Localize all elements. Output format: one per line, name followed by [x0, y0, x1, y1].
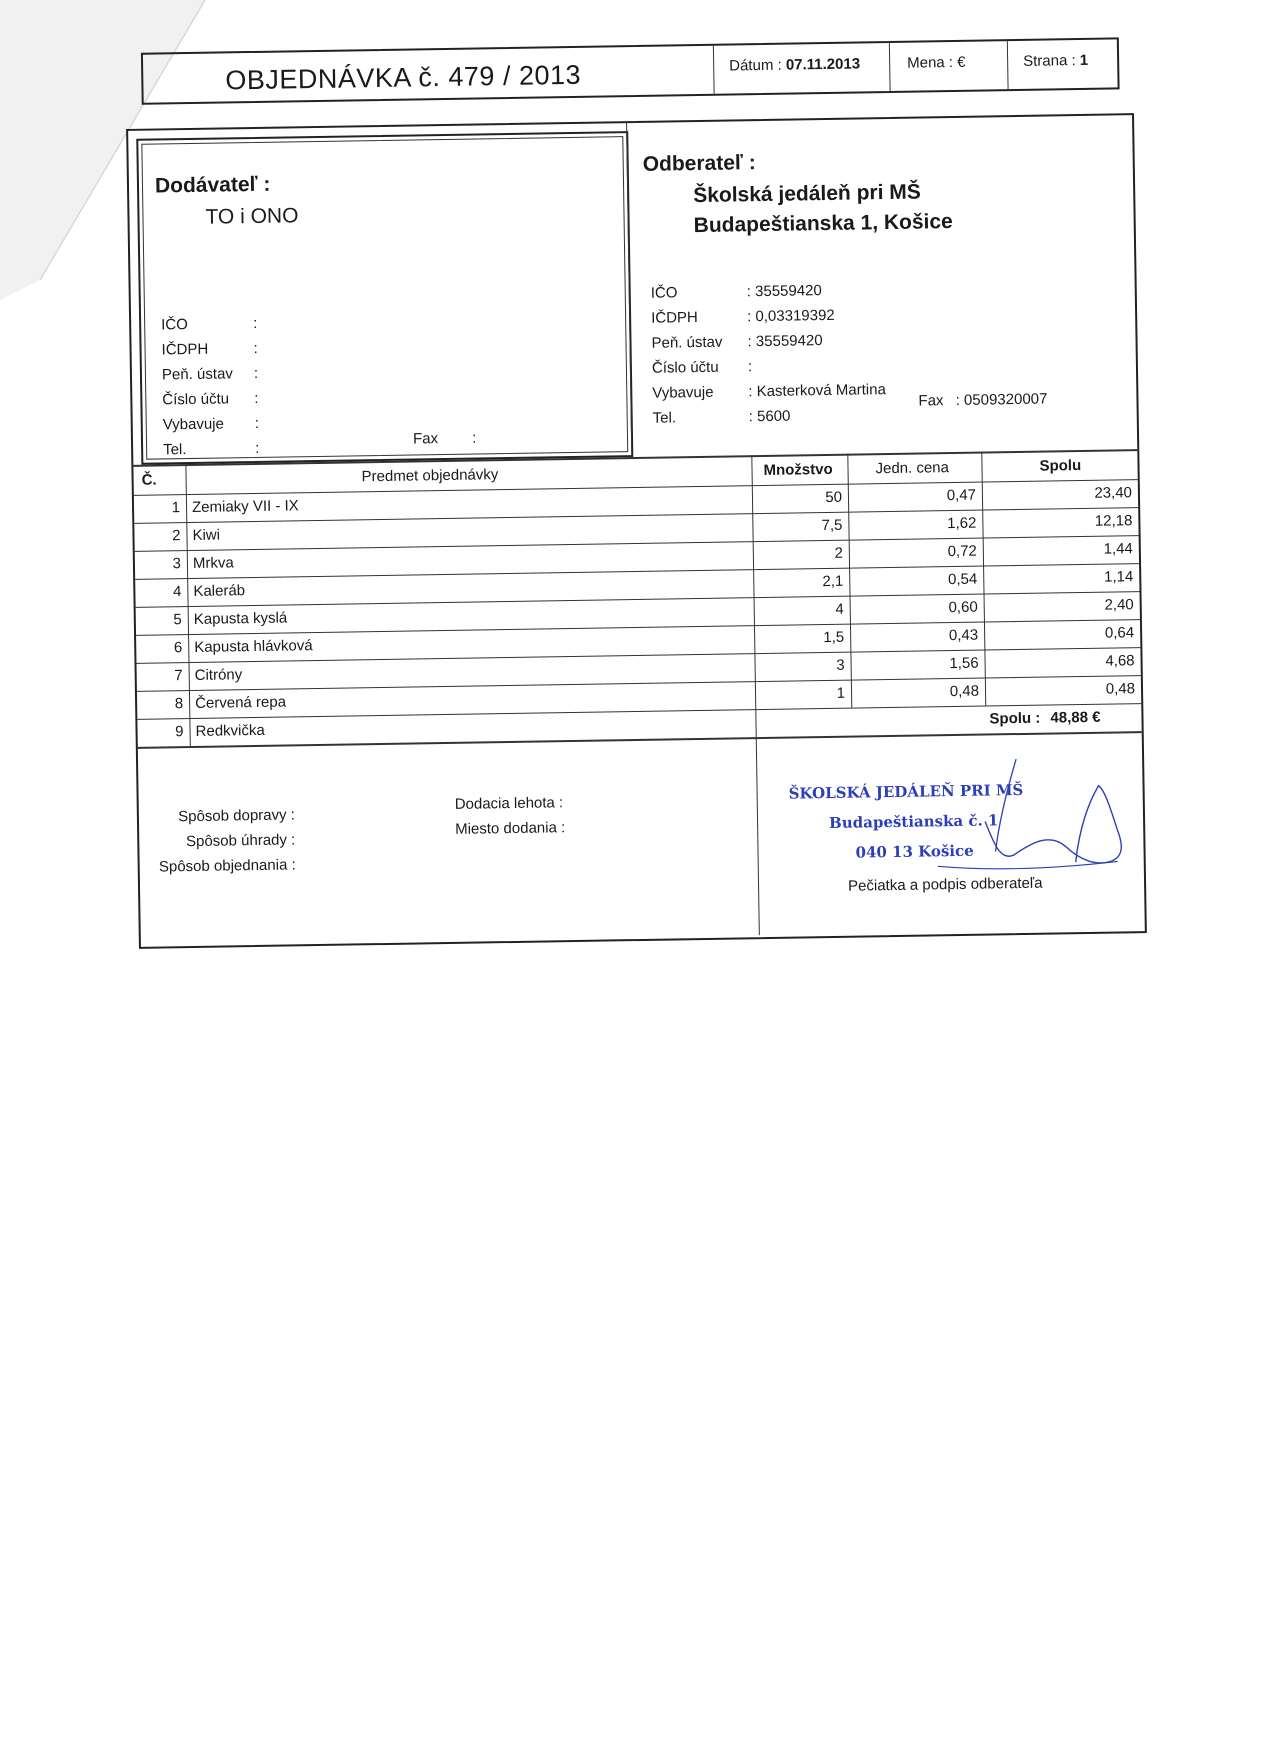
supplier-colons: : : : : : : [253, 314, 260, 457]
stamp-line-1: ŠKOLSKÁ JEDÁLEŇ PRI MŠ [788, 780, 1024, 803]
table-row: 5 Kapusta kyslá 4 0,60 2,40 [173, 596, 1134, 629]
supplier-field-account: Číslo účtu [162, 390, 230, 409]
supplier-field-icdph: IČDPH [161, 340, 209, 359]
date-field: Dátum : 07.11.2013 [729, 55, 861, 75]
table-row: 3 Mrkva 2 0,72 1,44 [172, 540, 1133, 573]
table-row: 6 Kapusta hlávková 1,5 0,43 0,64 [173, 624, 1135, 657]
supplier-field-ico: IČO [161, 316, 188, 334]
table-row: 8 Červená repa 1 0,48 0,48 [174, 680, 1136, 713]
customer-address: Budapeštianska 1, Košice [693, 209, 953, 238]
table-row: 9 Redkvička [175, 721, 265, 741]
table-row: 2 Kiwi 7,5 1,62 12,18 [172, 512, 1133, 545]
table-row: 4 Kaleráb 2,1 0,54 1,14 [172, 568, 1134, 601]
supplier-fax: Fax : [412, 429, 477, 448]
footer-section [138, 759, 1145, 947]
footer-mid-labels [455, 790, 566, 842]
stamp-line-2: Budapeštianska č. 1 [828, 811, 999, 833]
page-title: OBJEDNÁVKA č. 479 / 2013 [225, 59, 582, 96]
supplier-name: TO i ONO [205, 204, 299, 229]
supplier-field-bank: Peň. ústav [161, 365, 233, 384]
currency-field: Mena : € [907, 53, 966, 72]
col-header-unit-price: Jedn. cena [875, 459, 950, 478]
supplier-box [136, 131, 633, 465]
customer-field-labels: IČO IČDPH Peň. ústav Číslo účtu Vybavuje Tel. [650, 284, 723, 427]
customer-fax: Fax : 0509320007 [918, 390, 1048, 410]
customer-heading: Odberateľ : [642, 151, 757, 176]
table-row: 1 Zemiaky VII - IX 50 0,47 23,40 [171, 484, 1133, 517]
col-header-qty: Množstvo [763, 460, 833, 479]
col-header-no: Č. [141, 471, 157, 489]
payment-method-label: Spôsob úhrady : [185, 831, 296, 851]
col-header-item: Predmet objednávky [361, 466, 499, 486]
transport-method-label: Spôsob dopravy : [178, 806, 296, 826]
stamp-line-3: 040 13 Košice [855, 841, 974, 862]
supplier-field-contact: Vybavuje [162, 415, 225, 434]
customer-name: Školská jedáleň pri MŠ [693, 180, 921, 208]
delivery-term-label: Dodacia lehota : [454, 794, 564, 813]
page-number-field: Strana : 1 [1023, 51, 1089, 70]
supplier-heading: Dodávateľ : [154, 172, 271, 198]
supplier-fields [161, 311, 234, 462]
delivery-place-label: Miesto dodania : [455, 819, 566, 838]
ordering-method-label: Spôsob objednania : [158, 856, 296, 876]
table-row: 7 Citróny 3 1,56 4,68 [174, 652, 1135, 685]
customer-section [634, 123, 1129, 457]
customer-stamp [756, 765, 1144, 901]
header-bar [141, 37, 1120, 104]
customer-field-values: : 35559420 : 0,03319392 : 35559420 : : Kasterková Martina : 5600 [746, 282, 886, 426]
signature-caption: Pečiatka a podpis odberateľa [847, 874, 1043, 895]
order-total: Spolu : 48,88 € [989, 708, 1101, 728]
col-header-total: Spolu [1039, 457, 1082, 475]
items-table [133, 449, 1142, 775]
footer-left-labels [145, 802, 296, 879]
supplier-field-tel: Tel. [163, 441, 187, 459]
